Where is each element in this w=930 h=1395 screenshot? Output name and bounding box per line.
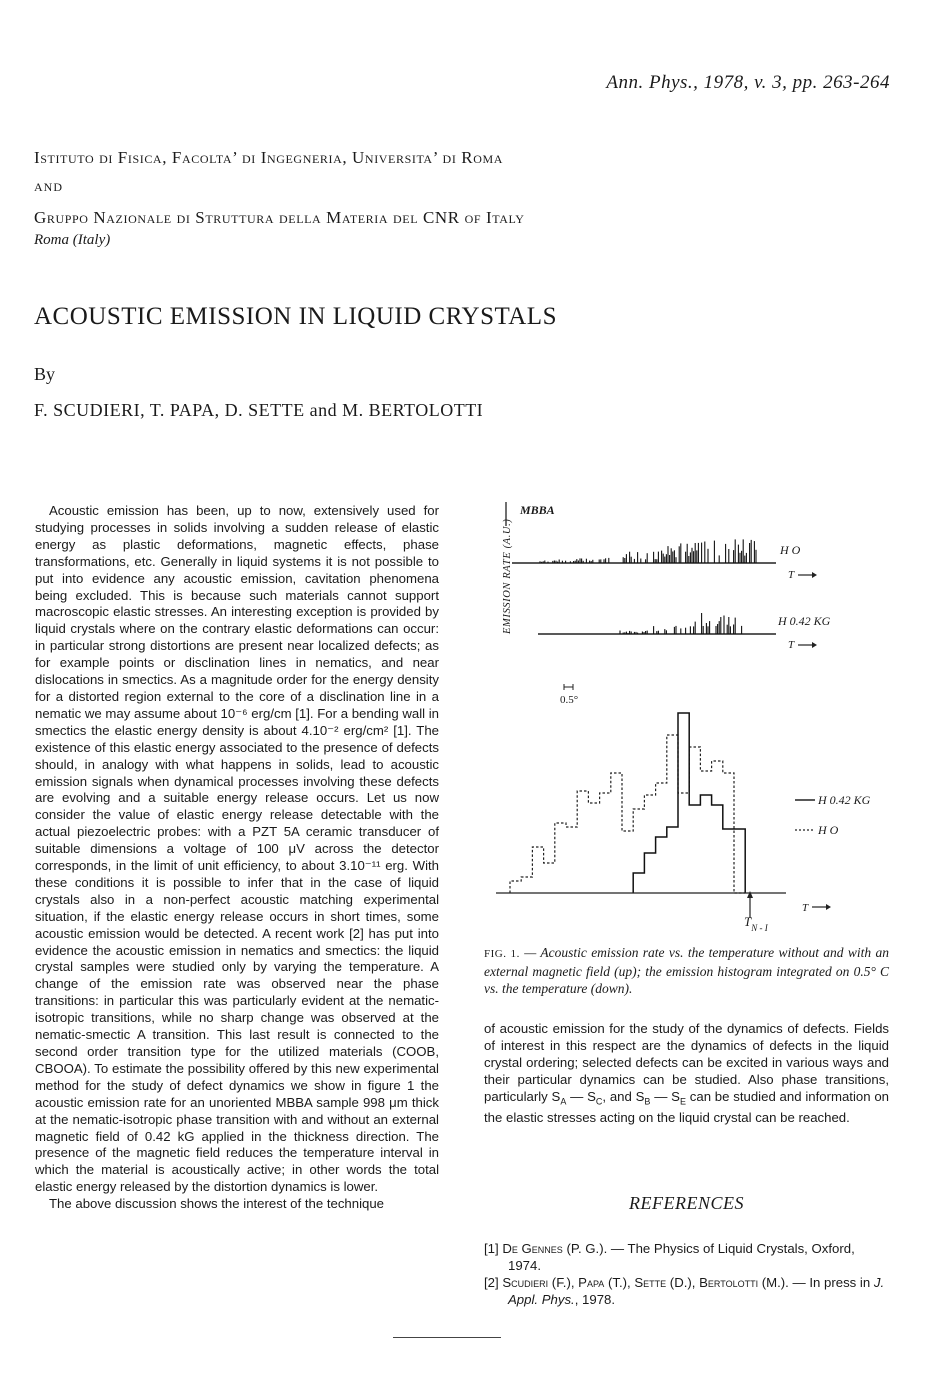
body-paragraph: Acoustic emission has been, up to now, extensively used for studying processes in solids involving a sudden release of elastic energy as plastic deformations, magnetic effects, phase transformations, etc. Generally in liquid systems it is not possible to put into evidence any acoustic emission, cavitation phenomena being excluded. This is because such materials cannot support macroscopic elastic stresses. An interesting exception is provided by liquid crystals where on the contrary elastic deformations can occur: in particular strong distortions are present near localized defects; as for example points or disclination lines in nematics, and near dislocations in smectics. As a magnitude order for the energy density for a distorted region external to the core of a disclination line in a nematic we may assume about 10⁻⁶ erg/cm [1]. For a bending wall in smectics the elastic energy density is about 4.10⁻² erg/cm² [1]. The existence of this elastic energy associated to the presence of defects should, in analogy with what happens in solids, lead to acoustic emission signals when dynamical processes involving these defects are evolving and a suitable energy release occurs. Let us now consider the value of elastic energy release detectable with the actual piezoelectric probes: with a PZT 5A ceramic transducer of suitable dimensions a voltage of 100 μV across the detector corresponds, in the limit of unit efficiency, to about 3.10⁻¹¹ erg. With these conditions it is possible to infer that in the case of liquid crystals also in a non-perfect acoustic matching experimental situation, if the elastic energy release occurs in short times, some acoustic emission would be detected. A recent work [2] has put into evidence the acoustic emission in nematics and smectics: the liquid crystal samples were studied only by varying the temperature. A change of the emission rate was observed near the phase transitions: in particular this was particularly evident at the nematic-isotropic transitions, while no sharp change was observed at the nematic-smectic A transition. This last result is connected to the second order transition type for the utilized materials (COOB, CBOOA). To estimate the possibility offered by this new experimental method for the study of defect dynamics we show in figure 1 the acoustic emission rate for an unoriented MBBA sample 998 μm thick at the nematic-isotropic phase transition with and without an external magnetic field of 0.42 kG applied in the thickness direction. The presence of the magnetic field reduces the temperature interval in which the material is acoustically active; in other words the total elastic energy released by the distortion dynamics is lower. (35, 503, 439, 1195)
top-trace-h0-label: H O (780, 543, 801, 557)
body-paragraph: of acoustic emission for the study of the dynamics of defects. Fields of interest in this respect are the dynamics of defects in the liquid crystal ordering; selected defects can be excited in various ways and their particular dynamics can be studied. Also phase transitions, particularly $S_A$ — $S_C$, and $S_B$ — $S_E$ can be studied and information on the elastic stresses acting on the liquid crystal can be reached. (484, 1021, 890, 1126)
mid-trace-spikes (620, 613, 742, 634)
caption-figure-number: FIG. 1. (484, 948, 520, 960)
affiliation-line-1: Istituto di Fisica, Facolta’ di Ingegneria, Universita’ di Roma (34, 148, 504, 167)
caption-text: — Acoustic emission rate vs. the temperature without and with an external magnetic field (up); the emission histogram integrated on 0.5° C vs. the temperature (down). (484, 945, 889, 996)
figure-sample-label: MBBA (520, 503, 555, 517)
legend-dashed-label: H O (818, 823, 839, 837)
figure-ylabel: EMISSION RATE (A.U.) (502, 518, 513, 634)
figure-caption (484, 944, 889, 997)
body-column-left (35, 503, 439, 1213)
affiliation-place: Roma (Italy) (34, 232, 111, 248)
scale-bar-label: 0.5° (560, 694, 579, 706)
body-paragraph: The above discussion shows the interest of the technique (49, 1196, 385, 1212)
reference-item: [2] Scudieri (F.), Papa (T.), Sette (D.), Bertolotti (M.). — In press in J. Appl. Phys., 1978. (484, 1275, 885, 1307)
reference-item: [1] De Gennes (P. G.). — The Physics of Liquid Crystals, Oxford, 1974. (484, 1241, 855, 1273)
arrow-icon (747, 891, 753, 898)
figure-1 (480, 496, 900, 936)
journal-reference: Ann. Phys., 1978, v. 3, pp. 263-264 (606, 72, 890, 93)
arrow-icon (826, 904, 831, 910)
legend-solid-label: H 0.42 KG (818, 793, 871, 807)
body-column-right (484, 1021, 889, 1127)
authors: F. SCUDIERI, T. PAPA, D. SETTE and M. BERTOLOTTI (34, 400, 484, 420)
arrow-icon (812, 642, 817, 648)
top-trace-t-label: T (788, 569, 795, 581)
mid-trace-h042-label: H 0.42 KG (778, 614, 831, 628)
mid-trace-t-label: T (788, 639, 795, 651)
paper-title: ACOUSTIC EMISSION IN LIQUID CRYSTALS (34, 303, 557, 330)
affiliation-and: AND (34, 180, 63, 194)
top-trace-spikes (540, 539, 756, 563)
footer-rule (393, 1337, 501, 1338)
histogram-t-label: T (802, 902, 809, 914)
affiliation-line-2: Gruppo Nazionale di Struttura della Materia del CNR of Italy (34, 208, 525, 227)
histogram-series-h0 (510, 735, 745, 893)
histogram-series-h042 (633, 713, 745, 893)
arrow-icon (812, 572, 817, 578)
references-list (484, 1241, 889, 1309)
tni-label (744, 914, 769, 933)
histogram (510, 713, 745, 893)
by-line: By (34, 364, 56, 384)
tni-label-main: T (744, 914, 752, 929)
references-heading: REFERENCES (629, 1193, 744, 1213)
tni-label-sub: N - I (751, 923, 768, 933)
